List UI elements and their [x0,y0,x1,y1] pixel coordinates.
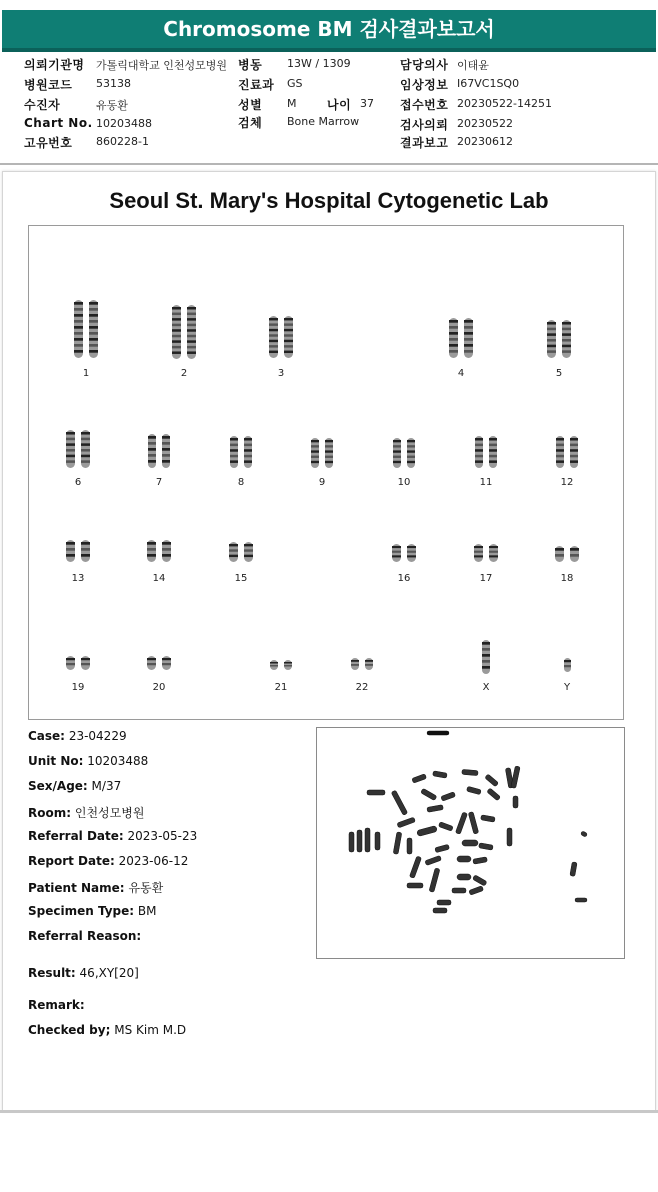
karyogram-panel [28,225,624,720]
chromosome-3 [269,316,293,358]
result-date-value: 20230612 [457,135,513,148]
doctor-label: 담당의사 [400,58,449,72]
unit-label: Unit No: [28,754,84,768]
chromosome-18 [555,546,579,562]
chromosome-7 [148,434,170,468]
lab-title: Seoul St. Mary's Hospital Cytogenetic Lab [109,188,549,213]
chromosome-label-5: 5 [555,368,563,379]
patient-label: 수진자 [24,98,61,112]
unique-no-label: 고유번호 [24,136,73,150]
report-date-row [28,854,188,868]
hospital-code-value: 53138 [96,77,131,90]
sex-label: 성별 [238,98,263,112]
chromosome-label-22: 22 [355,682,369,693]
institution-value: 가톨릭대학교 인천성모병원 [96,59,228,72]
chart-no-value: 10203488 [96,117,152,130]
chromosome-1 [74,300,98,358]
report-date-label: Report Date: [28,854,115,868]
result-date-label: 결과보고 [400,136,449,150]
department-label: 진료과 [238,78,275,92]
chromosome-label-21: 21 [274,682,288,693]
room-row [28,804,144,821]
chromosome-11 [475,436,497,468]
specimen-label: 검체 [238,116,263,130]
chromosome-8 [230,436,252,468]
bottom-divider [0,1110,658,1113]
referral-reason-row [28,929,141,943]
chromosome-label-4: 4 [457,368,465,379]
patient-name-row [28,879,163,896]
report-title: Chromosome BM 검사결과보고서 [2,10,656,52]
request-date-value: 20230522 [457,117,513,130]
clinical-info-value: I67VC1SQ0 [457,77,520,90]
chromosome-label-14: 14 [152,573,166,584]
chromosome-label-11: 11 [479,477,493,488]
metaphase-image [316,727,625,959]
chromosome-label-16: 16 [397,573,411,584]
chromosome-22 [351,658,373,670]
hospital-code-label: 병원코드 [24,78,73,92]
patient-value: 유동환 [96,99,128,112]
chromosome-label-2: 2 [180,368,188,379]
chromosome-4 [449,318,473,358]
chromosome-label-Y: Y [563,682,571,693]
referral-reason-label: Referral Reason: [28,929,142,943]
case-row [28,729,127,743]
chromosome-label-10: 10 [397,477,411,488]
age-label: 나이 [327,98,352,112]
clinical-info-label: 임상정보 [400,78,449,92]
request-date-label: 검사의뢰 [400,118,449,132]
chromosome-label-18: 18 [560,573,574,584]
referral-date-value: 2023-05-23 [127,829,198,843]
remark-row [28,998,85,1012]
chromosome-Y [563,658,572,672]
chromosome-15 [229,542,253,562]
chromosome-X [481,640,491,674]
sexage-row [28,779,121,793]
case-label: Case: [28,729,65,743]
room-label: Room: [28,806,72,820]
specimen-type-row [28,904,157,918]
checked-label: Checked by; [28,1023,111,1037]
specimen-type-label: Specimen Type: [28,904,135,918]
chromosome-5 [547,320,571,358]
chromosome-label-13: 13 [71,573,85,584]
sex-value: M [287,97,297,110]
chromosome-14 [147,540,171,562]
chromosome-21 [270,660,292,670]
chromosome-label-12: 12 [560,477,574,488]
referral-date-row [28,829,197,843]
chromosome-10 [393,438,415,468]
checked-row [28,1023,186,1037]
chromosome-label-8: 8 [237,477,245,488]
unit-value: 10203488 [87,754,149,768]
specimen-type-value: BM [137,904,157,918]
remark-label: Remark: [28,998,85,1012]
institution-label: 의뢰기관명 [24,58,85,72]
referral-date-label: Referral Date: [28,829,124,843]
report-date-value: 2023-06-12 [118,854,189,868]
chart-no-label: Chart No. [24,116,93,130]
unique-no-value: 860228-1 [96,135,149,148]
chromosome-label-1: 1 [82,368,90,379]
department-value: GS [287,77,303,90]
header-divider [0,163,658,165]
chromosome-20 [147,656,171,670]
patient-name-label: Patient Name: [28,881,125,895]
receipt-no-label: 접수번호 [400,98,449,112]
patient-name-value: 유동환 [128,881,164,895]
chromosome-label-7: 7 [155,477,163,488]
chromosome-label-6: 6 [74,477,82,488]
chromosome-16 [392,544,416,562]
chromosome-label-17: 17 [479,573,493,584]
ward-value: 13W / 1309 [287,57,351,70]
result-value: 46,XY[20] [79,966,139,980]
ward-label: 병동 [238,58,263,72]
result-row [28,966,139,980]
receipt-no-value: 20230522-14251 [457,97,552,110]
chromosome-6 [66,430,90,468]
specimen-value: Bone Marrow [287,115,360,128]
patient-info-block [0,54,658,162]
chromosome-label-20: 20 [152,682,166,693]
chromosome-9 [311,438,333,468]
chromosome-label-9: 9 [318,477,326,488]
doctor-value: 이태윤 [457,59,489,72]
age-value: 37 [360,97,374,110]
chromosome-label-19: 19 [71,682,85,693]
sexage-value: M/37 [91,779,122,793]
chromosome-label-3: 3 [277,368,285,379]
checked-value: MS Kim M.D [114,1023,187,1037]
case-value: 23-04229 [68,729,127,743]
chromosome-label-15: 15 [234,573,248,584]
metaphase-spread [317,728,624,958]
sexage-label: Sex/Age: [28,779,88,793]
result-label: Result: [28,966,76,980]
chromosome-13 [66,540,90,562]
chromosome-2 [172,305,196,359]
chromosome-12 [556,436,578,468]
chromosome-17 [474,544,498,562]
unit-row [28,754,148,768]
room-value: 인천성모병원 [74,806,145,820]
chromosome-19 [66,656,90,670]
chromosome-label-X: X [482,682,490,693]
